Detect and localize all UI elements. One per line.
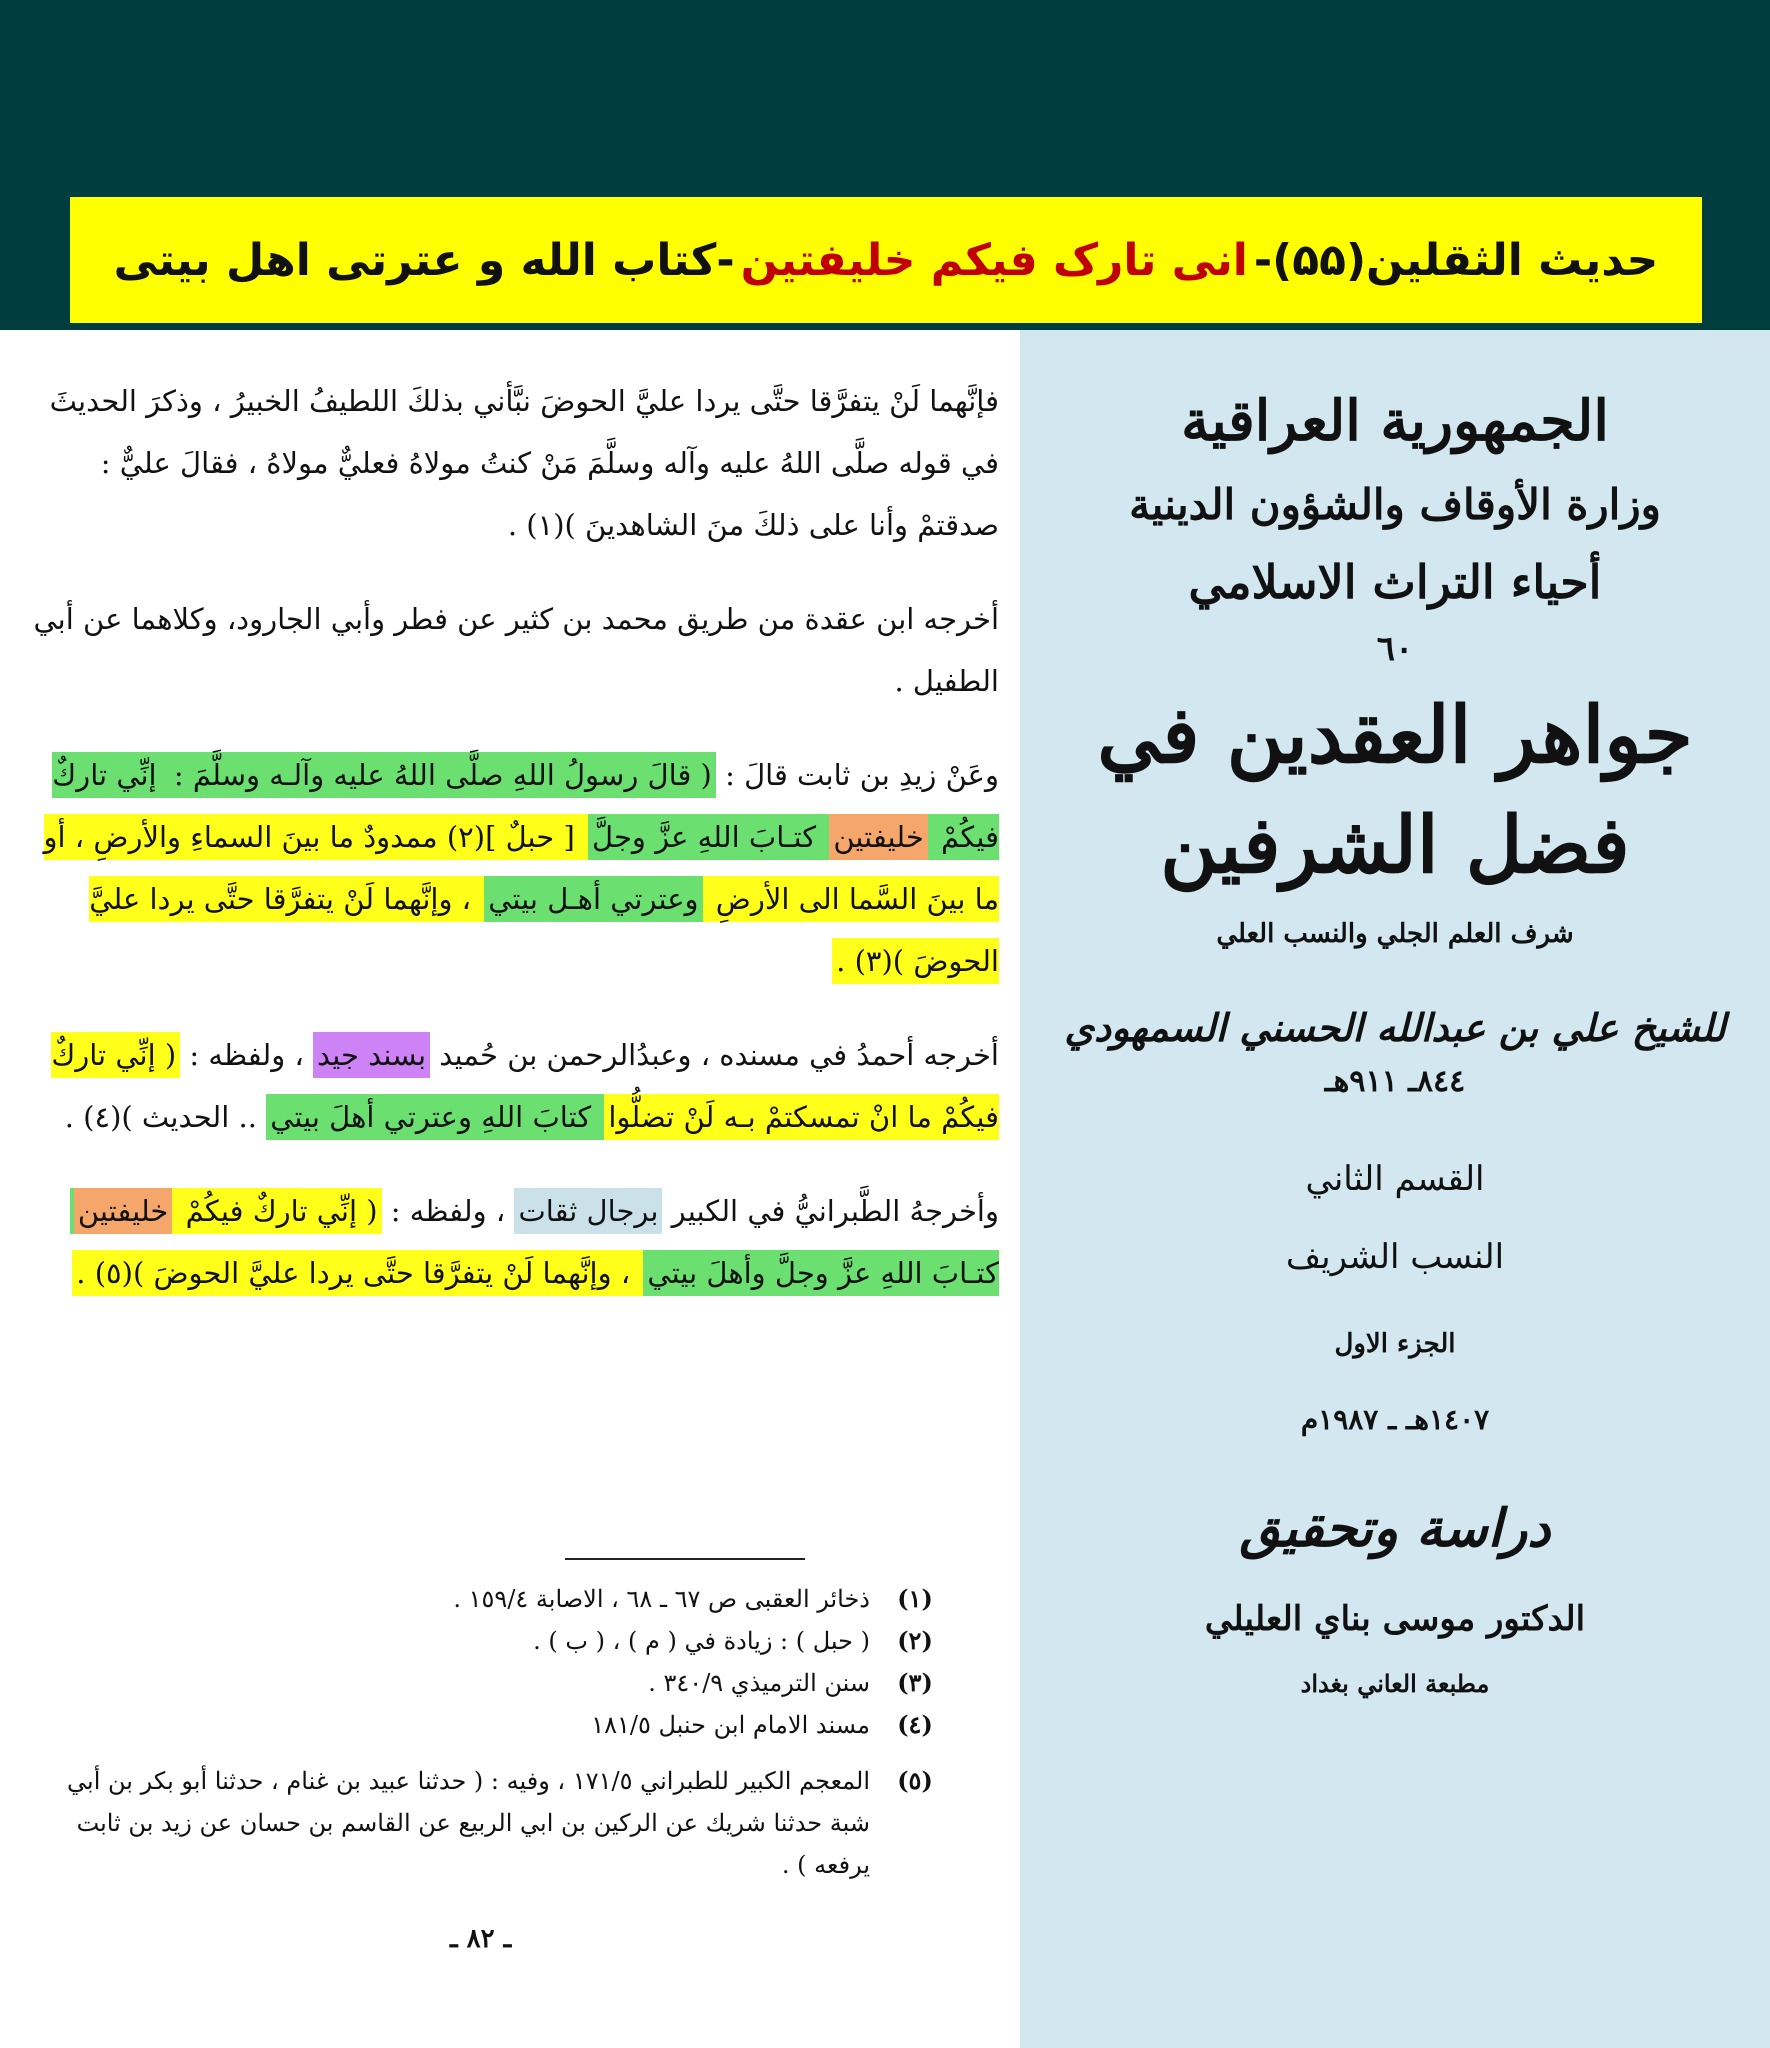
- footnote-item: [40, 1760, 960, 1886]
- footnote-text: ذخائر العقبى ص ٦٧ ـ ٦٨ ، الاصابة ١٥٩/٤ .: [453, 1585, 870, 1613]
- p3-kitab-allah: كتـابَ اللهِ عزَّ وجلَّ: [588, 814, 829, 860]
- cover-dates: ٨٤٤ـ ٩١١هـ: [1324, 1064, 1466, 1099]
- footnote-number: (٤): [897, 1710, 933, 1739]
- p4-kitab-itrat: كتابَ اللهِ وعترتي أهلَ بيتي: [266, 1094, 604, 1140]
- cover-series-number: ٦٠: [1376, 629, 1414, 669]
- cover-title: جواهر العقدين في فضل الشرفين: [1097, 690, 1693, 891]
- footnote-text: المعجم الكبير للطبراني ١٧١/٥ ، وفيه : ( حدثنا عبيد بن غنام ، حدثنا أبو بكر بن أبي شبة حدثنا شريك عن الركين بن ابي الربيع عن القاسم بن حسان عن زيد بن ثابت يرفعه ) .: [67, 1767, 870, 1879]
- footnote-divider: [565, 1558, 805, 1560]
- paragraph-1: فإنَّهما لَنْ يتفرَّقا حتَّى يردا عليَّ الحوضَ نبَّأني بذلكَ اللطيفُ الخبيرُ ، وذكرَ الحديثَ في قوله صلَّى اللهُ عليه وآله وسلَّمَ مَنْ كنتُ مولاهُ فعليٌّ مولاهُ ، فقالَ عليٌّ : صدقتمْ وأنا على ذلكَ منَ الشاهدينَ )(١) .: [49, 384, 999, 542]
- footnote-item: [40, 1704, 960, 1746]
- cover-heritage: أحياء التراث الاسلامي: [1188, 555, 1602, 609]
- footnote-item: [40, 1578, 960, 1620]
- p3-khalifatayn: خليفتين: [829, 814, 928, 860]
- cover-volume: الجزء الاول: [1334, 1329, 1456, 1359]
- p3-hawd: ، وإنَّهما لَنْ يتفرَّقا حتَّى يردا عليَّ الحوضَ )(٣) .: [89, 876, 999, 984]
- book-cover: [1040, 370, 1750, 1698]
- cover-ministry: وزارة الأوقاف والشؤون الدينية: [1129, 480, 1661, 529]
- p5-inni-tarik: ( إنِّي تاركٌ فيكُمْ: [172, 1188, 381, 1234]
- p4-sanad-jayyid: بسند جيد: [313, 1032, 430, 1078]
- footnote-item: [40, 1620, 960, 1662]
- p5-khalifatayn: خليفتين: [74, 1188, 173, 1234]
- title-banner: [70, 197, 1702, 323]
- p5-intro: وأخرجهُ الطَّبرانيُّ في الكبير: [662, 1194, 999, 1228]
- footnote-number: (١): [897, 1584, 933, 1613]
- p3-habl-mamdud: [ حبلٌ ](٢) ممدودٌ ما بينَ السماءِ والأرضِ ، أو ما بينَ السَّما الى الأرضِ: [44, 814, 999, 922]
- cover-year: ١٤٠٧هـ ـ ١٩٨٧م: [1300, 1403, 1490, 1436]
- p4-end: .. الحديث )(٤) .: [64, 1100, 267, 1134]
- cover-section-title: النسب الشريف: [1285, 1237, 1505, 1277]
- banner-part-3: -کتاب الله و عترتی اهل بیتی: [113, 234, 735, 286]
- p4-intro: أخرجه أحمدُ في مسنده ، وعبدُالرحمن بن حُميد: [430, 1038, 999, 1072]
- p5-lafzuh: ، ولفظه :: [381, 1194, 515, 1228]
- cover-republic: الجمهورية العراقية: [1181, 388, 1609, 454]
- p5-kitab-ahl: كتـابَ اللهِ عزَّ وجلَّ وأهلَ بيتي: [70, 1188, 999, 1296]
- p3-inni-tarik: إنِّي تاركٌ فيكُمْ: [52, 752, 999, 860]
- book-page-text: [24, 370, 999, 1336]
- footnote-text: سنن الترميذي ٣٤٠/٩ .: [648, 1669, 870, 1697]
- footnotes: [40, 1578, 960, 1886]
- cover-editor: الدكتور موسى بناي العليلي: [1204, 1599, 1586, 1639]
- paragraph-5: [24, 1180, 999, 1304]
- footnote-number: (٥): [897, 1766, 933, 1795]
- footnote-number: (٢): [897, 1626, 933, 1655]
- p3-prophet-quote: ( قالَ رسولُ اللهِ صلَّى اللهُ عليه وآلـه وسلَّمَ :: [161, 752, 716, 798]
- p4-quote: ( إنِّي تاركٌ فيكُمْ ما انْ تمسكتمْ بـه لَنْ تضلُّوا: [51, 1032, 999, 1140]
- banner-part-2: انی تارک فیکم خلیفتین: [740, 234, 1248, 286]
- paragraph-4: [24, 1024, 999, 1148]
- paragraph-2: أخرجه ابن عقدة من طريق محمد بن كثير عن فطر وأبي الجارود، وكلاهما عن أبي الطفيل .: [33, 602, 999, 698]
- paragraph-3: [24, 744, 999, 992]
- cover-study-label: دراسة وتحقيق: [1239, 1498, 1551, 1559]
- p5-rijal-thiqat: برجال ثقات: [514, 1188, 662, 1234]
- cover-author: للشيخ علي بن عبدالله الحسني السمهودي: [1064, 1005, 1726, 1050]
- p3-itrati: وعترتي أهـل بيتي: [484, 876, 702, 922]
- p4-lafzuh: ، ولفظه :: [180, 1038, 314, 1072]
- p3-intro: وعَنْ زيدِ بن ثابت قالَ :: [715, 758, 999, 792]
- cover-press: مطبعة العاني بغداد: [1300, 1669, 1490, 1698]
- p5-hawd: ، وإنَّهما لَنْ يتفرَّقا حتَّى يردا عليَّ الحوضَ )(٥) .: [72, 1250, 643, 1296]
- footnote-number: (٣): [897, 1668, 933, 1697]
- page-number: ـ ٨٢ ـ: [450, 1924, 512, 1954]
- banner-part-1: حديث الثقلين(۵۵)-: [1253, 234, 1659, 286]
- footnote-text: مسند الامام ابن حنبل ١٨١/٥: [591, 1711, 870, 1739]
- cover-subtitle: شرف العلم الجلي والنسب العلي: [1216, 919, 1574, 949]
- footnote-text: ( حبل ) : زيادة في ( م ) ، ( ب ) .: [533, 1627, 870, 1655]
- footnote-item: [40, 1662, 960, 1704]
- cover-section: القسم الثاني: [1305, 1159, 1485, 1199]
